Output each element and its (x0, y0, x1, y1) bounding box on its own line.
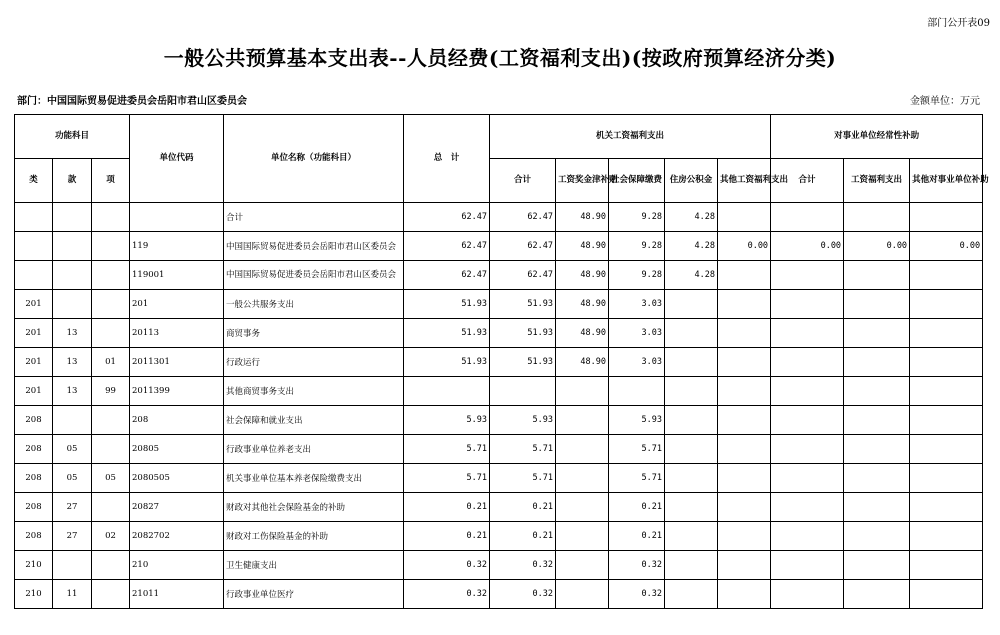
cell-unit-name: 财政对其他社会保险基金的补助 (224, 493, 404, 522)
cell-unit-name: 社会保障和就业支出 (224, 406, 404, 435)
cell-agency-sum: 5.93 (490, 406, 556, 435)
cell-subsidy-wage (844, 406, 910, 435)
cell-subsidy-wage (844, 551, 910, 580)
cell-other-agency (718, 319, 771, 348)
cell-subsidy-wage (844, 377, 910, 406)
cell-unit-code: 21011 (130, 580, 224, 609)
cell-subsidy-other (910, 406, 983, 435)
header-subsidy-sum: 合计 (771, 159, 844, 203)
cell-housing (665, 464, 718, 493)
header-func-subject: 功能科目 (15, 115, 130, 159)
cell-other-agency (718, 551, 771, 580)
cell-bonus (556, 551, 609, 580)
cell-kuan: 27 (53, 493, 92, 522)
amount-unit-label: 金额单位：万元 (910, 96, 980, 107)
cell-unit-code: 2011301 (130, 348, 224, 377)
cell-kuan: 13 (53, 319, 92, 348)
cell-subsidy-other (910, 580, 983, 609)
cell-subsidy-other (910, 290, 983, 319)
cell-total: 51.93 (404, 348, 490, 377)
cell-kuan (53, 261, 92, 290)
cell-bonus: 48.90 (556, 261, 609, 290)
cell-other-agency (718, 377, 771, 406)
cell-other-agency (718, 435, 771, 464)
cell-housing (665, 348, 718, 377)
cell-housing (665, 406, 718, 435)
cell-subsidy-sum (771, 435, 844, 464)
cell-unit-name: 机关事业单位基本养老保险缴费支出 (224, 464, 404, 493)
cell-lei: 208 (15, 435, 53, 464)
form-number: 部门公开表09 (927, 18, 990, 29)
cell-total: 0.32 (404, 551, 490, 580)
cell-unit-code: 208 (130, 406, 224, 435)
cell-housing (665, 522, 718, 551)
cell-subsidy-other (910, 493, 983, 522)
cell-xiang: 01 (92, 348, 130, 377)
department-label: 部门：中国国际贸易促进委员会岳阳市君山区委员会 (17, 96, 247, 107)
cell-kuan (53, 232, 92, 261)
cell-kuan: 27 (53, 522, 92, 551)
cell-subsidy-wage (844, 261, 910, 290)
cell-other-agency (718, 464, 771, 493)
cell-other-agency (718, 493, 771, 522)
cell-housing (665, 377, 718, 406)
cell-xiang: 02 (92, 522, 130, 551)
cell-unit-code: 20113 (130, 319, 224, 348)
cell-xiang (92, 580, 130, 609)
cell-agency-sum: 5.71 (490, 435, 556, 464)
cell-social (609, 377, 665, 406)
cell-other-agency (718, 406, 771, 435)
cell-social: 5.71 (609, 435, 665, 464)
cell-lei: 208 (15, 493, 53, 522)
cell-unit-code: 119001 (130, 261, 224, 290)
cell-kuan: 13 (53, 348, 92, 377)
cell-total: 0.21 (404, 522, 490, 551)
cell-lei (15, 261, 53, 290)
cell-unit-name: 其他商贸事务支出 (224, 377, 404, 406)
table-row (15, 580, 983, 609)
cell-xiang (92, 406, 130, 435)
cell-subsidy-wage: 0.00 (844, 232, 910, 261)
cell-social: 5.71 (609, 464, 665, 493)
cell-housing: 4.28 (665, 203, 718, 232)
cell-total: 62.47 (404, 261, 490, 290)
cell-xiang (92, 493, 130, 522)
cell-housing (665, 551, 718, 580)
cell-kuan (53, 290, 92, 319)
cell-total: 5.71 (404, 435, 490, 464)
cell-lei (15, 232, 53, 261)
cell-unit-name: 中国国际贸易促进委员会岳阳市君山区委员会 (224, 261, 404, 290)
cell-lei: 208 (15, 522, 53, 551)
header-lei: 类 (15, 159, 53, 203)
cell-subsidy-sum (771, 319, 844, 348)
cell-subsidy-wage (844, 203, 910, 232)
cell-lei: 210 (15, 580, 53, 609)
cell-total: 5.71 (404, 464, 490, 493)
table-row (15, 348, 983, 377)
cell-housing: 4.28 (665, 232, 718, 261)
cell-agency-sum: 0.32 (490, 580, 556, 609)
cell-total: 0.32 (404, 580, 490, 609)
cell-total: 62.47 (404, 232, 490, 261)
cell-subsidy-other (910, 261, 983, 290)
cell-subsidy-sum (771, 290, 844, 319)
header-other-agency: 其他工资福利支出 (718, 159, 771, 203)
cell-unit-code (130, 203, 224, 232)
table-row (15, 261, 983, 290)
cell-xiang (92, 290, 130, 319)
cell-lei: 208 (15, 406, 53, 435)
table-row (15, 493, 983, 522)
cell-bonus (556, 406, 609, 435)
cell-housing (665, 290, 718, 319)
cell-total: 62.47 (404, 203, 490, 232)
cell-bonus: 48.90 (556, 319, 609, 348)
cell-subsidy-other (910, 551, 983, 580)
cell-unit-name: 行政运行 (224, 348, 404, 377)
cell-agency-sum: 62.47 (490, 261, 556, 290)
cell-social: 0.21 (609, 493, 665, 522)
cell-xiang: 99 (92, 377, 130, 406)
cell-subsidy-other (910, 522, 983, 551)
cell-lei: 201 (15, 377, 53, 406)
cell-unit-code: 20805 (130, 435, 224, 464)
cell-lei: 210 (15, 551, 53, 580)
header-total: 总 计 (404, 115, 490, 203)
table-row (15, 551, 983, 580)
header-subsidy-wage: 工资福利支出 (844, 159, 910, 203)
table-row (15, 377, 983, 406)
table-row (15, 290, 983, 319)
cell-subsidy-sum (771, 551, 844, 580)
cell-unit-name: 财政对工伤保险基金的补助 (224, 522, 404, 551)
cell-subsidy-wage (844, 290, 910, 319)
cell-xiang (92, 551, 130, 580)
cell-kuan: 11 (53, 580, 92, 609)
cell-unit-code: 201 (130, 290, 224, 319)
cell-other-agency (718, 522, 771, 551)
cell-social: 3.03 (609, 319, 665, 348)
cell-subsidy-sum (771, 522, 844, 551)
cell-unit-code: 2080505 (130, 464, 224, 493)
cell-agency-sum: 5.71 (490, 464, 556, 493)
cell-social: 9.28 (609, 261, 665, 290)
cell-total: 5.93 (404, 406, 490, 435)
cell-subsidy-wage (844, 522, 910, 551)
header-unit-name: 单位名称（功能科目） (224, 115, 404, 203)
cell-unit-name: 商贸事务 (224, 319, 404, 348)
cell-social: 0.32 (609, 551, 665, 580)
cell-housing (665, 580, 718, 609)
table-row (15, 435, 983, 464)
cell-unit-code: 20827 (130, 493, 224, 522)
cell-total: 51.93 (404, 319, 490, 348)
cell-housing (665, 493, 718, 522)
cell-bonus (556, 493, 609, 522)
cell-subsidy-wage (844, 319, 910, 348)
budget-table (14, 114, 989, 609)
cell-xiang (92, 203, 130, 232)
table-row (15, 406, 983, 435)
cell-other-agency (718, 290, 771, 319)
cell-xiang (92, 319, 130, 348)
table-row (15, 522, 983, 551)
cell-subsidy-sum (771, 493, 844, 522)
cell-lei (15, 203, 53, 232)
header-agency-sum: 合计 (490, 159, 556, 203)
cell-bonus: 48.90 (556, 348, 609, 377)
cell-xiang (92, 232, 130, 261)
cell-agency-sum: 0.21 (490, 493, 556, 522)
cell-lei: 208 (15, 464, 53, 493)
cell-total: 51.93 (404, 290, 490, 319)
cell-unit-name: 卫生健康支出 (224, 551, 404, 580)
cell-housing (665, 435, 718, 464)
cell-lei: 201 (15, 290, 53, 319)
cell-kuan: 13 (53, 377, 92, 406)
header-agency-group: 机关工资福利支出 (490, 115, 771, 159)
cell-unit-code: 2082702 (130, 522, 224, 551)
cell-subsidy-sum (771, 580, 844, 609)
cell-subsidy-sum (771, 406, 844, 435)
cell-subsidy-sum (771, 261, 844, 290)
cell-agency-sum: 0.21 (490, 522, 556, 551)
cell-bonus (556, 435, 609, 464)
cell-unit-name: 一般公共服务支出 (224, 290, 404, 319)
cell-subsidy-other: 0.00 (910, 232, 983, 261)
cell-agency-sum: 62.47 (490, 203, 556, 232)
table-row (15, 464, 983, 493)
header-social: 社会保障缴费 (609, 159, 665, 203)
cell-subsidy-other (910, 348, 983, 377)
header-bonus: 工资奖金津补贴 (556, 159, 609, 203)
cell-kuan: 05 (53, 435, 92, 464)
cell-agency-sum: 0.32 (490, 551, 556, 580)
cell-total (404, 377, 490, 406)
cell-agency-sum: 62.47 (490, 232, 556, 261)
cell-social: 0.21 (609, 522, 665, 551)
cell-agency-sum: 51.93 (490, 319, 556, 348)
cell-other-agency (718, 203, 771, 232)
cell-lei: 201 (15, 348, 53, 377)
cell-xiang: 05 (92, 464, 130, 493)
cell-subsidy-other (910, 377, 983, 406)
header-subsidy-group: 对事业单位经常性补助 (771, 115, 983, 159)
cell-other-agency (718, 580, 771, 609)
cell-xiang (92, 435, 130, 464)
cell-unit-name: 合计 (224, 203, 404, 232)
cell-subsidy-wage (844, 580, 910, 609)
cell-agency-sum: 51.93 (490, 348, 556, 377)
cell-subsidy-sum (771, 203, 844, 232)
table-row (15, 203, 983, 232)
cell-subsidy-wage (844, 435, 910, 464)
header-housing: 住房公积金 (665, 159, 718, 203)
cell-bonus: 48.90 (556, 203, 609, 232)
cell-unit-code: 119 (130, 232, 224, 261)
cell-bonus (556, 580, 609, 609)
cell-lei: 201 (15, 319, 53, 348)
cell-housing (665, 319, 718, 348)
cell-social: 9.28 (609, 203, 665, 232)
cell-bonus (556, 464, 609, 493)
cell-social: 9.28 (609, 232, 665, 261)
page-title: 一般公共预算基本支出表--人员经费(工资福利支出)(按政府预算经济分类) (163, 46, 837, 70)
cell-subsidy-wage (844, 464, 910, 493)
cell-agency-sum (490, 377, 556, 406)
cell-kuan (53, 203, 92, 232)
cell-other-agency (718, 348, 771, 377)
cell-subsidy-sum: 0.00 (771, 232, 844, 261)
cell-unit-name: 中国国际贸易促进委员会岳阳市君山区委员会 (224, 232, 404, 261)
cell-agency-sum: 51.93 (490, 290, 556, 319)
cell-unit-code: 2011399 (130, 377, 224, 406)
cell-social: 3.03 (609, 290, 665, 319)
cell-bonus: 48.90 (556, 290, 609, 319)
cell-bonus (556, 522, 609, 551)
table-row (15, 319, 983, 348)
cell-subsidy-other (910, 319, 983, 348)
cell-social: 3.03 (609, 348, 665, 377)
cell-housing: 4.28 (665, 261, 718, 290)
cell-kuan (53, 551, 92, 580)
cell-subsidy-other (910, 435, 983, 464)
cell-xiang (92, 261, 130, 290)
cell-bonus (556, 377, 609, 406)
cell-total: 0.21 (404, 493, 490, 522)
cell-kuan: 05 (53, 464, 92, 493)
cell-social: 5.93 (609, 406, 665, 435)
cell-unit-name: 行政事业单位养老支出 (224, 435, 404, 464)
header-unit-code: 单位代码 (130, 115, 224, 203)
table-row (15, 232, 983, 261)
header-kuan: 款 (53, 159, 92, 203)
cell-other-agency (718, 261, 771, 290)
cell-subsidy-other (910, 203, 983, 232)
cell-kuan (53, 406, 92, 435)
header-xiang: 项 (92, 159, 130, 203)
cell-subsidy-sum (771, 377, 844, 406)
cell-subsidy-sum (771, 348, 844, 377)
cell-subsidy-wage (844, 348, 910, 377)
header-subsidy-other: 其他对事业单位补助 (910, 159, 983, 203)
cell-subsidy-wage (844, 493, 910, 522)
cell-subsidy-sum (771, 464, 844, 493)
cell-subsidy-other (910, 464, 983, 493)
cell-unit-code: 210 (130, 551, 224, 580)
cell-bonus: 48.90 (556, 232, 609, 261)
cell-other-agency: 0.00 (718, 232, 771, 261)
cell-social: 0.32 (609, 580, 665, 609)
cell-unit-name: 行政事业单位医疗 (224, 580, 404, 609)
